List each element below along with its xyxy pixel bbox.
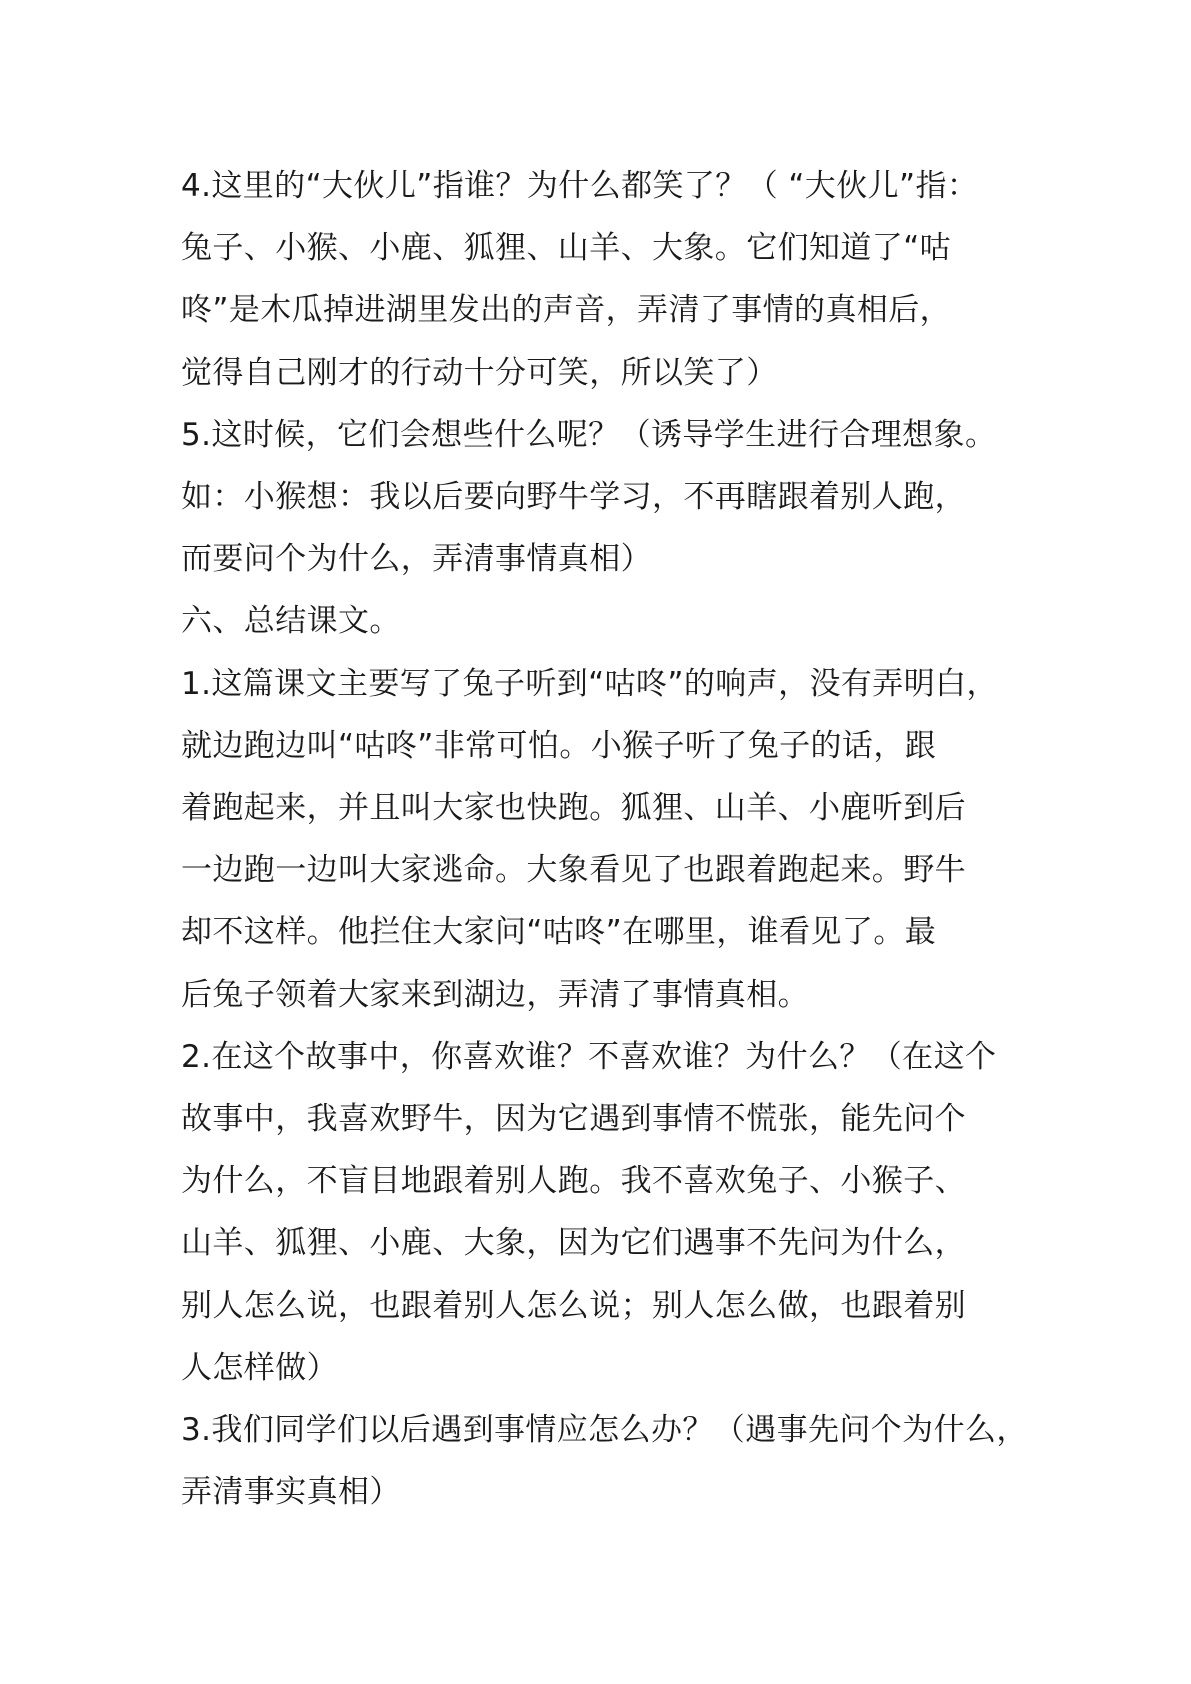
text-line: 为什么，不盲目地跟着别人跑。我不喜欢兔子、小猴子、 <box>181 1163 966 1200</box>
heading-text: 六、总结课文。 <box>181 603 401 640</box>
text-line: 一边跑一边叫大家逃命。大象看见了也跟着跑起来。野牛 <box>181 852 966 889</box>
text-line: 如：小猴想：我以后要向野牛学习，不再瞎跟着别人跑， <box>181 479 966 516</box>
text-line: 兔子、小猴、小鹿、狐狸、山羊、大象。它们知道了“咕 <box>181 230 952 267</box>
text-line: 咚”是木瓜掉进湖里发出的声音，弄清了事情的真相后， <box>181 292 952 329</box>
text-line: 人怎样做） <box>181 1349 338 1386</box>
text-line: 2.在这个故事中，你喜欢谁？不喜欢谁？为什么？（在这个 <box>181 1038 997 1075</box>
paragraph-question-5 <box>181 404 1041 591</box>
text-line: 弄清事实真相） <box>181 1474 401 1511</box>
section-heading <box>181 590 1041 652</box>
paragraph-summary-1 <box>181 653 1041 1026</box>
text-line: 而要问个为什么，弄清事情真相） <box>181 541 652 578</box>
text-line: 却不这样。他拦住大家问“咕咚”在哪里，谁看见了。最 <box>181 914 937 951</box>
paragraph-summary-3 <box>181 1399 1041 1523</box>
text-line: 3.我们同学们以后遇到事情应怎么办？（遇事先问个为什么， <box>181 1412 1028 1449</box>
text-line: 1.这篇课文主要写了兔子听到“咕咚”的响声，没有弄明白， <box>181 665 998 702</box>
text-line: 故事中，我喜欢野牛，因为它遇到事情不慌张，能先问个 <box>181 1101 966 1138</box>
paragraph-summary-2 <box>181 1026 1041 1399</box>
text-line: 着跑起来，并且叫大家也快跑。狐狸、山羊、小鹿听到后 <box>181 790 966 827</box>
text-line: 觉得自己刚才的行动十分可笑，所以笑了） <box>181 354 778 391</box>
text-line: 5.这时候，它们会想些什么呢？（诱导学生进行合理想象。 <box>181 416 997 453</box>
text-line: 就边跑边叫“咕咚”非常可怕。小猴子听了兔子的话，跟 <box>181 727 937 764</box>
text-line: 4.这里的“大伙儿”指谁？为什么都笑了？（ “大伙儿”指： <box>181 168 979 204</box>
paragraph-question-4 <box>181 155 1041 404</box>
document-body <box>181 155 1041 1523</box>
text-line: 山羊、狐狸、小鹿、大象，因为它们遇事不先问为什么， <box>181 1225 966 1262</box>
text-line: 别人怎么说，也跟着别人怎么说；别人怎么做，也跟着别 <box>181 1287 966 1324</box>
text-line: 后兔子领着大家来到湖边，弄清了事情真相。 <box>181 976 809 1013</box>
